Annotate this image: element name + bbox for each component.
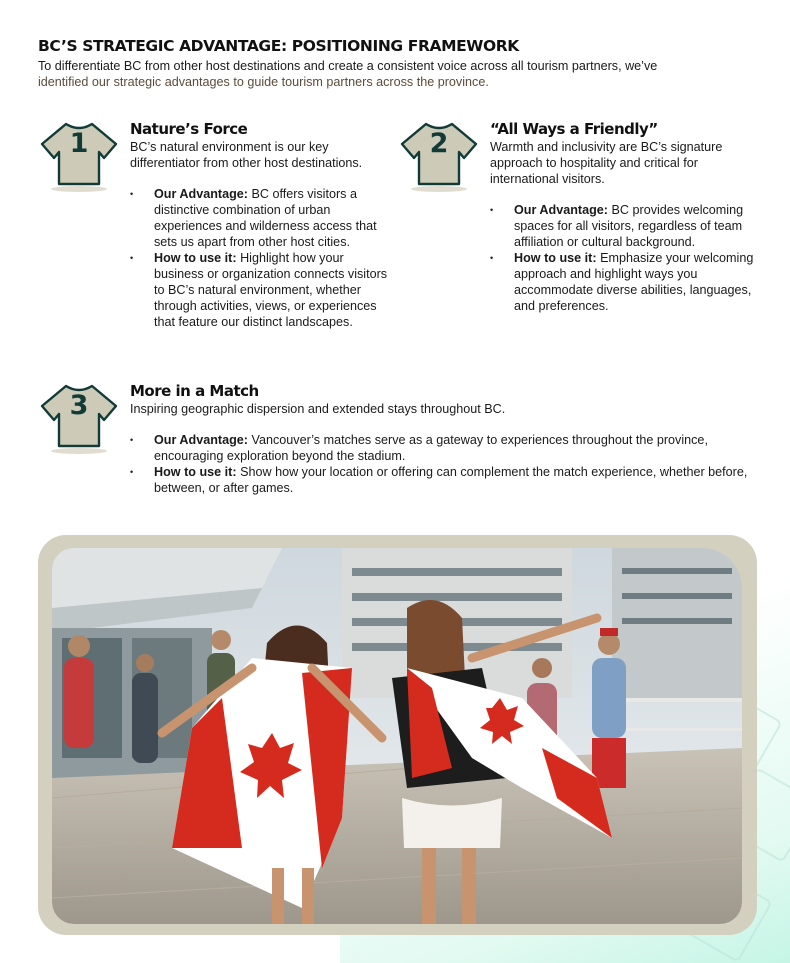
bullet-label: Our Advantage: [154,187,248,201]
jersey-number: 3 [69,390,89,421]
bullet-label: Our Advantage: [514,203,608,217]
bullet-text: Vancouver’s matches serve as a gateway to experiences throughout the province, encouraging exploration beyond the stadium. [154,433,708,463]
section-description: BC’s natural environment is our key differentiator from other host destinations. [130,140,363,170]
jersey-icon [38,118,120,198]
photo-frame [38,535,757,935]
list-item [490,202,762,250]
section-title: “All Ways a Friendly” [490,120,658,138]
section-description: Warmth and inclusivity are BC’s signature approach to hospitality and critical for international visitors. [490,140,723,186]
bullet-list [130,432,755,496]
jersey-number: 1 [69,128,89,159]
section-title: Nature’s Force [130,120,248,138]
bullet-list [130,186,392,330]
intro-line-1: To differentiate BC from other host destinations and create a consistent voice across all tourism partners, we’ve [38,59,658,73]
bullet-list [490,202,762,314]
section-title: More in a Match [130,382,259,400]
intro-paragraph [38,58,758,90]
list-item [130,432,755,464]
advantage-section-2 [490,120,762,314]
bullet-label: How to use it: [154,251,237,265]
jersey-number: 2 [429,128,449,159]
intro-line-2: identified our strategic advantages to guide tourism partners across the province. [38,75,489,89]
page-header [38,37,758,90]
bullet-label: How to use it: [154,465,237,479]
advantage-section-1 [130,120,392,330]
advantage-section-3 [130,382,755,496]
list-item [130,464,755,496]
jersey-icon [398,118,480,198]
bullet-text: Emphasize your welcoming approach and highlight ways you accommodate diverse abilities, languages, and preferences. [514,251,754,313]
list-item [130,250,392,330]
list-item [490,250,762,314]
bullet-text: Highlight how your business or organization connects visitors to BC’s natural environment, whether through activities, views, or experiences that feature our distinct landscapes. [154,251,388,329]
bullet-label: Our Advantage: [154,433,248,447]
page-title: BC’S STRATEGIC ADVANTAGE: POSITIONING FRAMEWORK [38,37,519,55]
bullet-text: Show how your location or offering can complement the match experience, whether before, between, or after games. [154,465,748,495]
canada-flag-celebration-photo [52,548,742,924]
section-description: Inspiring geographic dispersion and extended stays throughout BC. [130,402,506,416]
list-item [130,186,392,250]
jersey-icon [38,380,120,460]
bullet-text: BC provides welcoming spaces for all visitors, regardless of team affiliation or cultural background. [514,203,744,249]
bullet-text: BC offers visitors a distinctive combination of urban experiences and wilderness access that sets us apart from other host cities. [154,187,377,249]
bullet-label: How to use it: [514,251,597,265]
